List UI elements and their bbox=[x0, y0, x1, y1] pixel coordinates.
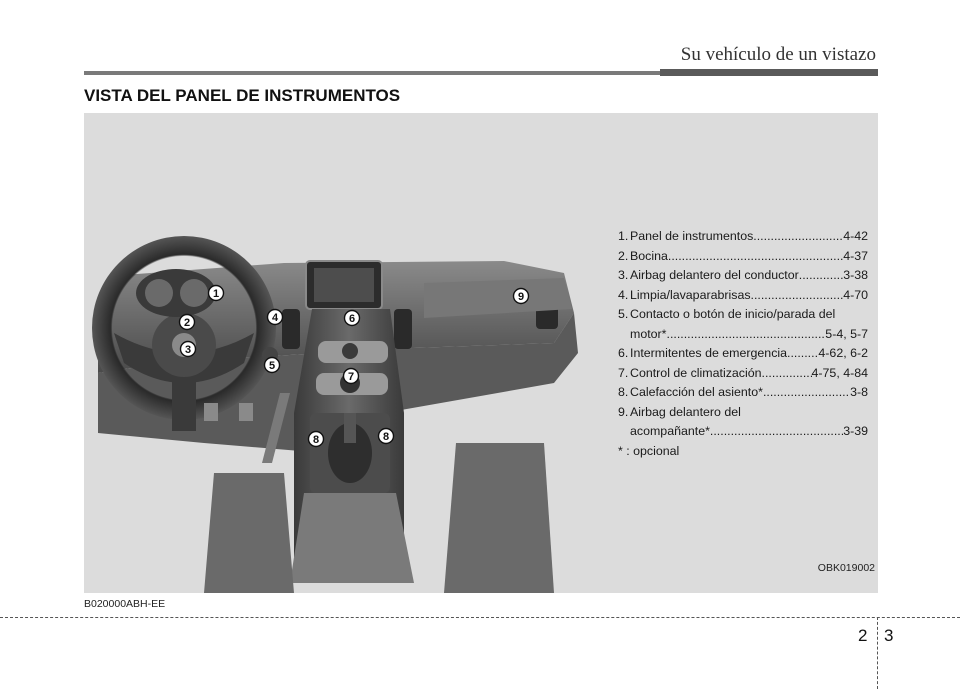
legend-item bbox=[618, 364, 868, 384]
legend-page: 4-42 bbox=[843, 229, 868, 243]
leader-dots bbox=[710, 422, 843, 442]
legend-number: 8. bbox=[618, 385, 629, 399]
legend-page: 3-39 bbox=[843, 424, 868, 438]
legend-note: * : opcional bbox=[618, 443, 680, 458]
legend-page: 3-8 bbox=[850, 385, 868, 399]
legend-label: Bocina bbox=[630, 248, 668, 263]
page-number: 3 bbox=[884, 626, 894, 645]
legend-label: Control de climatización bbox=[630, 365, 762, 380]
legend-page: 4-75, 4-84 bbox=[811, 365, 868, 380]
legend-label: Contacto o botón de inicio/parada del bbox=[630, 307, 836, 321]
legend-number: 1. bbox=[618, 229, 629, 243]
legend-number: 2. bbox=[618, 248, 629, 263]
callout-9 bbox=[514, 289, 529, 304]
header-rule-accent bbox=[660, 69, 878, 76]
legend-item bbox=[618, 344, 868, 364]
dashboard-figure bbox=[84, 113, 878, 593]
legend-page: 4-70 bbox=[843, 287, 868, 302]
legend-number: 9. bbox=[618, 404, 629, 419]
svg-text:7: 7 bbox=[347, 371, 355, 383]
legend-label: acompañante* bbox=[630, 424, 710, 438]
legend-number: 3. bbox=[618, 268, 629, 282]
svg-text:8: 8 bbox=[382, 431, 390, 443]
callout-8-right bbox=[379, 429, 394, 444]
leader-dots bbox=[753, 227, 843, 247]
legend-label: Calefacción del asiento* bbox=[630, 385, 763, 399]
legend-item-continuation bbox=[618, 422, 868, 442]
legend-list bbox=[618, 227, 868, 461]
legend-label: Intermitentes de emergencia bbox=[630, 346, 788, 360]
svg-text:3: 3 bbox=[184, 344, 192, 356]
legend-item bbox=[618, 403, 868, 423]
leader-dots bbox=[668, 247, 843, 267]
section-title: VISTA DEL PANEL DE INSTRUMENTOS bbox=[84, 86, 401, 105]
legend-item bbox=[618, 383, 868, 403]
document-code: B020000ABH-EE bbox=[84, 598, 166, 610]
legend-page: 4-37 bbox=[843, 248, 868, 263]
legend-item-continuation bbox=[618, 325, 868, 345]
svg-text:4: 4 bbox=[271, 312, 279, 324]
svg-text:5: 5 bbox=[268, 360, 276, 372]
callout-1 bbox=[209, 286, 224, 301]
callout-8-left bbox=[309, 432, 324, 447]
svg-text:6: 6 bbox=[348, 313, 356, 325]
legend-label: Airbag delantero del bbox=[630, 404, 741, 419]
callout-3 bbox=[181, 342, 196, 357]
callout-5 bbox=[265, 358, 280, 373]
legend-item bbox=[618, 247, 868, 267]
legend-label: motor* bbox=[630, 326, 667, 341]
leader-dots bbox=[751, 286, 844, 306]
legend-label: Panel de instrumentos bbox=[630, 229, 754, 243]
callout-2 bbox=[180, 315, 195, 330]
legend-page: 5-4, 5-7 bbox=[825, 326, 868, 341]
chapter-number: 2 bbox=[858, 626, 868, 645]
header-title: Su vehículo de un vistazo bbox=[680, 44, 876, 65]
svg-text:8: 8 bbox=[312, 434, 320, 446]
leader-dots bbox=[762, 364, 812, 384]
svg-text:2: 2 bbox=[183, 317, 191, 329]
legend-item bbox=[618, 286, 868, 306]
svg-text:1: 1 bbox=[212, 288, 220, 300]
legend-number: 7. bbox=[618, 365, 629, 380]
figure-code: OBK019002 bbox=[817, 562, 875, 574]
legend-page: 3-38 bbox=[843, 268, 868, 282]
leader-dots bbox=[787, 344, 818, 364]
leader-dots bbox=[667, 325, 826, 345]
svg-text:9: 9 bbox=[517, 291, 525, 303]
callout-6 bbox=[345, 311, 360, 326]
callout-7 bbox=[344, 369, 359, 384]
legend-page: 4-62, 6-2 bbox=[818, 346, 868, 360]
leader-dots bbox=[799, 266, 843, 286]
legend-label: Airbag delantero del conductor bbox=[630, 268, 799, 282]
footer-divider bbox=[877, 617, 878, 689]
leader-dots bbox=[763, 383, 850, 403]
legend-item bbox=[618, 266, 868, 286]
legend-number: 5. bbox=[618, 307, 629, 321]
footer-rule bbox=[0, 617, 960, 618]
legend-item bbox=[618, 305, 868, 325]
legend-number: 4. bbox=[618, 287, 629, 302]
legend-item bbox=[618, 227, 868, 247]
callout-4 bbox=[268, 310, 283, 325]
legend-number: 6. bbox=[618, 346, 629, 360]
legend-label: Limpia/lavaparabrisas bbox=[630, 287, 751, 302]
